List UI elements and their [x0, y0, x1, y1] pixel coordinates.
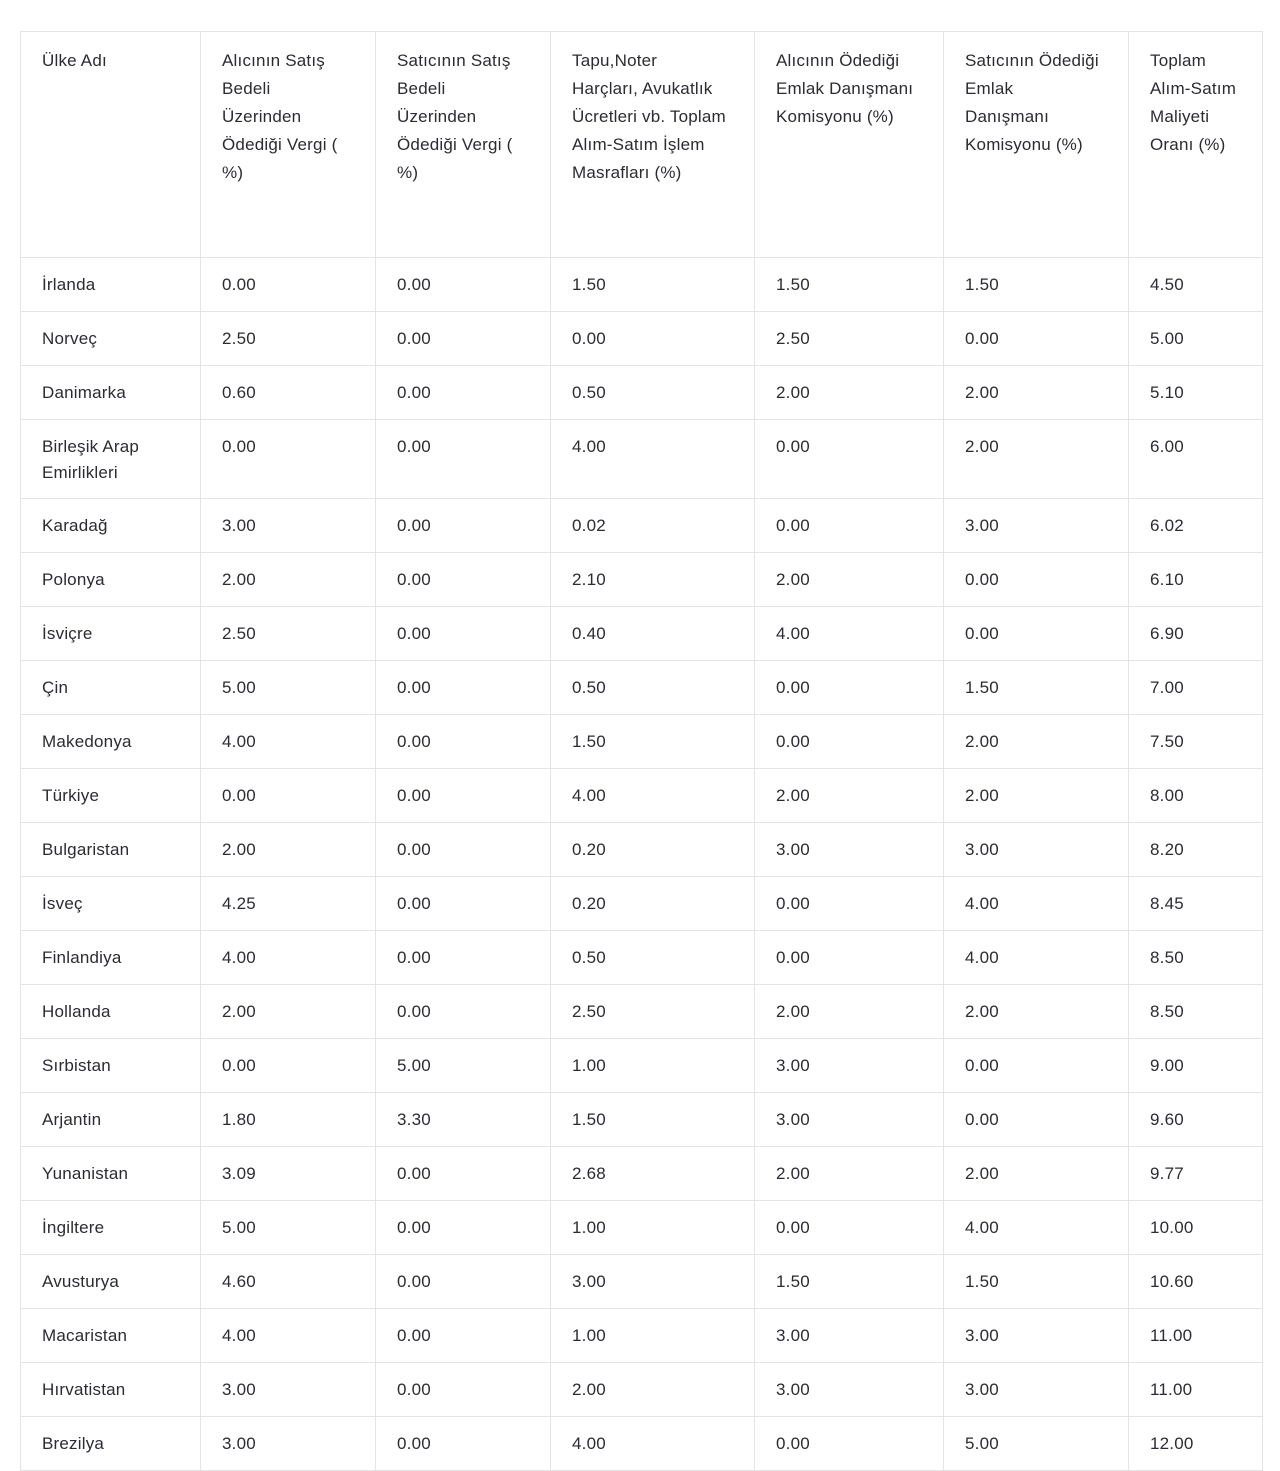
value-cell: 2.00 [944, 769, 1129, 823]
country-name-cell: İsveç [21, 877, 201, 931]
country-name-cell: Türkiye [21, 769, 201, 823]
value-cell: 2.00 [755, 985, 944, 1039]
country-name-cell: Avusturya [21, 1255, 201, 1309]
value-cell: 4.00 [755, 607, 944, 661]
country-name-cell: Polonya [21, 553, 201, 607]
value-cell: 0.40 [551, 607, 755, 661]
value-cell: 3.00 [551, 1255, 755, 1309]
value-cell: 4.00 [944, 1201, 1129, 1255]
value-cell: 0.00 [376, 1309, 551, 1363]
column-header-2: Satıcının Satış Bedeli Üzerinden Ödediği Vergi ( %) [376, 32, 551, 258]
value-cell: 10.00 [1129, 1201, 1263, 1255]
value-cell: 10.60 [1129, 1255, 1263, 1309]
value-cell: 0.00 [201, 420, 376, 499]
value-cell: 0.00 [376, 715, 551, 769]
value-cell: 3.00 [201, 499, 376, 553]
table-row [21, 1147, 1263, 1201]
country-name-cell: Brezilya [21, 1417, 201, 1471]
value-cell: 1.50 [755, 1255, 944, 1309]
table-row [21, 366, 1263, 420]
value-cell: 0.00 [755, 420, 944, 499]
value-cell: 7.50 [1129, 715, 1263, 769]
value-cell: 0.00 [201, 1039, 376, 1093]
value-cell: 0.00 [376, 1147, 551, 1201]
value-cell: 5.00 [376, 1039, 551, 1093]
value-cell: 2.00 [755, 1147, 944, 1201]
value-cell: 3.00 [201, 1363, 376, 1417]
value-cell: 12.00 [1129, 1417, 1263, 1471]
value-cell: 0.00 [755, 499, 944, 553]
value-cell: 8.50 [1129, 985, 1263, 1039]
value-cell: 8.50 [1129, 931, 1263, 985]
table-row [21, 607, 1263, 661]
column-header-3: Tapu,Noter Harçları, Avukatlık Ücretleri vb. Toplam Alım-Satım İşlem Masrafları (%) [551, 32, 755, 258]
value-cell: 4.50 [1129, 258, 1263, 312]
value-cell: 0.00 [376, 607, 551, 661]
value-cell: 4.00 [944, 931, 1129, 985]
table-row [21, 420, 1263, 499]
value-cell: 11.00 [1129, 1309, 1263, 1363]
table-row [21, 823, 1263, 877]
value-cell: 0.00 [376, 312, 551, 366]
value-cell: 0.00 [376, 258, 551, 312]
value-cell: 2.00 [755, 366, 944, 420]
value-cell: 2.50 [201, 312, 376, 366]
value-cell: 2.50 [201, 607, 376, 661]
country-name-cell: Makedonya [21, 715, 201, 769]
value-cell: 9.60 [1129, 1093, 1263, 1147]
value-cell: 2.00 [201, 985, 376, 1039]
value-cell: 1.50 [944, 661, 1129, 715]
value-cell: 0.00 [755, 931, 944, 985]
value-cell: 5.10 [1129, 366, 1263, 420]
value-cell: 1.00 [551, 1201, 755, 1255]
table-row [21, 1039, 1263, 1093]
table-row [21, 1417, 1263, 1471]
value-cell: 1.80 [201, 1093, 376, 1147]
value-cell: 2.50 [551, 985, 755, 1039]
value-cell: 1.50 [755, 258, 944, 312]
value-cell: 0.00 [755, 1417, 944, 1471]
value-cell: 0.00 [201, 769, 376, 823]
country-name-cell: Hırvatistan [21, 1363, 201, 1417]
country-name-cell: Yunanistan [21, 1147, 201, 1201]
value-cell: 0.00 [376, 366, 551, 420]
value-cell: 2.50 [755, 312, 944, 366]
value-cell: 9.00 [1129, 1039, 1263, 1093]
value-cell: 1.00 [551, 1309, 755, 1363]
value-cell: 3.00 [755, 1363, 944, 1417]
table-row [21, 1093, 1263, 1147]
country-name-cell: Birleşik Arap Emirlikleri [21, 420, 201, 499]
country-name-cell: İsviçre [21, 607, 201, 661]
value-cell: 0.00 [551, 312, 755, 366]
value-cell: 0.00 [376, 1255, 551, 1309]
value-cell: 0.00 [755, 1201, 944, 1255]
value-cell: 0.00 [944, 553, 1129, 607]
value-cell: 0.50 [551, 366, 755, 420]
value-cell: 5.00 [944, 1417, 1129, 1471]
value-cell: 5.00 [201, 1201, 376, 1255]
column-header-0: Ülke Adı [21, 32, 201, 258]
table-row [21, 1309, 1263, 1363]
value-cell: 0.00 [755, 715, 944, 769]
column-header-4: Alıcının Ödediği Emlak Danışmanı Komisyonu (%) [755, 32, 944, 258]
country-name-cell: Sırbistan [21, 1039, 201, 1093]
value-cell: 1.50 [551, 258, 755, 312]
value-cell: 3.00 [755, 1093, 944, 1147]
value-cell: 4.00 [551, 1417, 755, 1471]
country-name-cell: Çin [21, 661, 201, 715]
value-cell: 0.00 [376, 931, 551, 985]
value-cell: 3.30 [376, 1093, 551, 1147]
value-cell: 3.00 [201, 1417, 376, 1471]
value-cell: 0.00 [376, 1363, 551, 1417]
value-cell: 1.50 [551, 715, 755, 769]
column-header-5: Satıcının Ödediği Emlak Danışmanı Komisyonu (%) [944, 32, 1129, 258]
value-cell: 0.00 [944, 1093, 1129, 1147]
country-name-cell: Hollanda [21, 985, 201, 1039]
value-cell: 1.50 [944, 258, 1129, 312]
value-cell: 2.00 [755, 553, 944, 607]
value-cell: 4.00 [201, 715, 376, 769]
table-row [21, 877, 1263, 931]
country-name-cell: Finlandiya [21, 931, 201, 985]
value-cell: 3.00 [944, 823, 1129, 877]
value-cell: 0.00 [944, 312, 1129, 366]
value-cell: 2.68 [551, 1147, 755, 1201]
column-header-6: Toplam Alım-Satım Maliyeti Oranı (%) [1129, 32, 1263, 258]
value-cell: 8.00 [1129, 769, 1263, 823]
value-cell: 6.02 [1129, 499, 1263, 553]
value-cell: 4.00 [551, 420, 755, 499]
value-cell: 2.00 [944, 420, 1129, 499]
value-cell: 6.90 [1129, 607, 1263, 661]
value-cell: 0.00 [944, 1039, 1129, 1093]
value-cell: 5.00 [201, 661, 376, 715]
value-cell: 7.00 [1129, 661, 1263, 715]
value-cell: 3.00 [944, 1363, 1129, 1417]
value-cell: 0.00 [376, 985, 551, 1039]
value-cell: 0.00 [376, 499, 551, 553]
value-cell: 3.00 [944, 499, 1129, 553]
value-cell: 0.00 [201, 258, 376, 312]
table-row [21, 661, 1263, 715]
value-cell: 9.77 [1129, 1147, 1263, 1201]
country-name-cell: Danimarka [21, 366, 201, 420]
value-cell: 0.50 [551, 661, 755, 715]
value-cell: 0.00 [944, 607, 1129, 661]
country-name-cell: İngiltere [21, 1201, 201, 1255]
value-cell: 1.50 [944, 1255, 1129, 1309]
table-row [21, 769, 1263, 823]
country-name-cell: Karadağ [21, 499, 201, 553]
value-cell: 0.00 [376, 877, 551, 931]
header-row [21, 32, 1263, 258]
table-row [21, 312, 1263, 366]
table-row [21, 931, 1263, 985]
table-row [21, 1363, 1263, 1417]
table-row [21, 1201, 1263, 1255]
value-cell: 2.00 [944, 985, 1129, 1039]
value-cell: 3.00 [755, 1039, 944, 1093]
value-cell: 11.00 [1129, 1363, 1263, 1417]
table-row [21, 715, 1263, 769]
value-cell: 8.45 [1129, 877, 1263, 931]
table-row [21, 258, 1263, 312]
column-header-1: Alıcının Satış Bedeli Üzerinden Ödediği Vergi ( %) [201, 32, 376, 258]
table-row [21, 985, 1263, 1039]
value-cell: 0.00 [376, 1201, 551, 1255]
country-transaction-costs-table [20, 31, 1263, 1471]
value-cell: 2.10 [551, 553, 755, 607]
table-row [21, 1255, 1263, 1309]
value-cell: 8.20 [1129, 823, 1263, 877]
value-cell: 0.00 [376, 769, 551, 823]
value-cell: 2.00 [551, 1363, 755, 1417]
country-name-cell: İrlanda [21, 258, 201, 312]
value-cell: 2.00 [755, 769, 944, 823]
value-cell: 6.10 [1129, 553, 1263, 607]
value-cell: 2.00 [944, 366, 1129, 420]
value-cell: 0.60 [201, 366, 376, 420]
value-cell: 0.00 [376, 661, 551, 715]
value-cell: 3.00 [755, 823, 944, 877]
value-cell: 5.00 [1129, 312, 1263, 366]
value-cell: 3.09 [201, 1147, 376, 1201]
country-name-cell: Macaristan [21, 1309, 201, 1363]
value-cell: 0.00 [376, 1417, 551, 1471]
table-row [21, 553, 1263, 607]
value-cell: 1.50 [551, 1093, 755, 1147]
value-cell: 6.00 [1129, 420, 1263, 499]
value-cell: 4.00 [201, 931, 376, 985]
value-cell: 0.00 [755, 661, 944, 715]
value-cell: 0.50 [551, 931, 755, 985]
country-name-cell: Arjantin [21, 1093, 201, 1147]
value-cell: 4.00 [944, 877, 1129, 931]
value-cell: 0.02 [551, 499, 755, 553]
value-cell: 0.00 [376, 420, 551, 499]
value-cell: 2.00 [201, 553, 376, 607]
table-head [21, 32, 1263, 258]
value-cell: 3.00 [755, 1309, 944, 1363]
value-cell: 4.60 [201, 1255, 376, 1309]
value-cell: 2.00 [944, 715, 1129, 769]
country-costs-table-container [20, 31, 1262, 1471]
value-cell: 0.00 [376, 553, 551, 607]
value-cell: 0.00 [376, 823, 551, 877]
value-cell: 4.00 [551, 769, 755, 823]
country-name-cell: Norveç [21, 312, 201, 366]
value-cell: 2.00 [944, 1147, 1129, 1201]
value-cell: 2.00 [201, 823, 376, 877]
value-cell: 3.00 [944, 1309, 1129, 1363]
value-cell: 0.20 [551, 877, 755, 931]
value-cell: 4.25 [201, 877, 376, 931]
value-cell: 0.20 [551, 823, 755, 877]
table-body [21, 258, 1263, 1471]
table-row [21, 499, 1263, 553]
value-cell: 4.00 [201, 1309, 376, 1363]
value-cell: 1.00 [551, 1039, 755, 1093]
country-name-cell: Bulgaristan [21, 823, 201, 877]
value-cell: 0.00 [755, 877, 944, 931]
